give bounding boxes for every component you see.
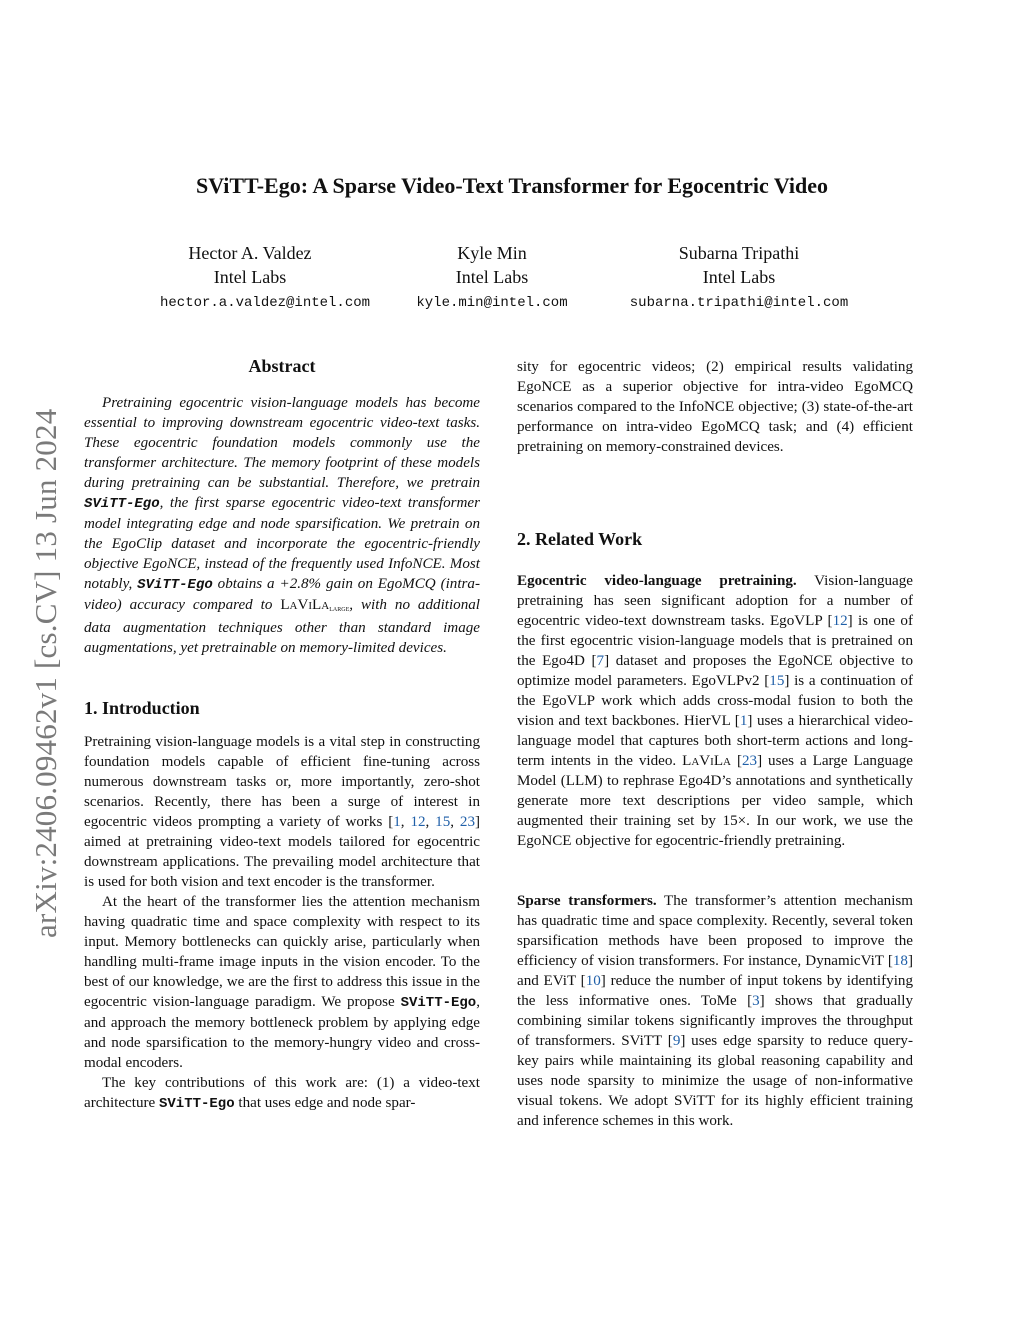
intro-paragraph: At the heart of the transformer lies the attention mechanism having quadratic time and space complexity with respect to its input. Memory bottlenecks can quickly arise, particularly when handling multi-frame image inputs in the vision encoder. To the best of our knowledge, we are the first to address this issue in the egocentric vision-language paradigm. We propose SViTT-Ego, and approach the memory bottleneck problem by applying edge and node sparsification to the memory-hungry video and cross-modal encoders. bbox=[84, 894, 480, 1071]
intro-heading: 1. Introduction bbox=[84, 698, 200, 718]
lavila-subscript: large bbox=[329, 603, 350, 613]
citation-link[interactable]: 23 bbox=[459, 814, 475, 830]
right-column bbox=[517, 357, 913, 1131]
author-email[interactable]: kyle.min@intel.com bbox=[416, 295, 568, 311]
citation-link[interactable]: 12 bbox=[832, 613, 848, 629]
arxiv-identifier: arXiv:2406.09462v1 [cs.CV] 13 Jun 2024 bbox=[28, 408, 63, 938]
citation-link[interactable]: 9 bbox=[672, 1033, 681, 1049]
citation-link[interactable]: 10 bbox=[585, 973, 601, 989]
author-affiliation: Intel Labs bbox=[455, 267, 529, 287]
related-heading: 2. Related Work bbox=[517, 529, 643, 549]
model-name: SViTT-Ego bbox=[159, 1096, 235, 1112]
related-paragraph: Egocentric video-language pretraining. Vision-language pretraining has seen significant adoption for a number of egocentric video-text downstream tasks. EgoVLP [12] is one of the first egocentric vision-language models that is pretrained on the Ego4D [7] dataset and proposes the EgoNCE objective to optimize model parameters. EgoVLPv2 [15] is a continuation of the EgoVLP work which adds cross-modal fusion to both the vision and text backbones. HierVL [1] uses a hierarchical video-language model that captures both short-term actions and long-term intents in the video. LaViLa [23] uses a Large Language Model (LLM) to rephrase Ego4D’s annotations and synthetically generate more text descriptions per video sample, which augmented their training set by 15×. In our work, we use the EgoNCE objective for egocentric-friendly pretraining. bbox=[517, 573, 914, 849]
citation-link[interactable]: 15 bbox=[769, 673, 785, 689]
citation-link[interactable]: 18 bbox=[892, 953, 908, 969]
citation-link[interactable]: 1 bbox=[739, 713, 748, 729]
lavila-name: LaViLa bbox=[280, 597, 330, 613]
author-block bbox=[160, 241, 371, 311]
paper-title: SViTT-Ego: A Sparse Video-Text Transformer for Egocentric Video bbox=[195, 173, 829, 198]
abstract-text: Pretraining egocentric vision-language models has become essential to improving downstream egocentric video-text tasks. These egocentric foundation models commonly use the transformer architecture. The memory footprint of these models during pretraining can be substantial. Therefore, we pretrain SViTT-Ego, the first sparse egocentric video-text transformer model integrating edge and node sparsification. We pretrain on the EgoClip dataset and incorporate the egocentric-friendly objective EgoNCE, instead of the frequently used InfoNCE. Most notably, SViTT-Ego obtains a +2.8% gain on EgoMCQ (intra-video) accuracy compared to LaViLa$_{large}$, with no additional data augmentation techniques other than standard image augmentations, yet pretrainable on memory-limited devices. bbox=[84, 395, 480, 656]
citation-link[interactable]: 23 bbox=[741, 753, 758, 769]
abstract-heading: Abstract bbox=[248, 356, 316, 376]
author-block bbox=[392, 241, 592, 311]
intro-paragraph: The key contributions of this work are: (1) a video-text architecture SViTT-Ego that uses edge and node spar- bbox=[84, 1075, 480, 1112]
left-column bbox=[84, 354, 480, 1114]
citation-link[interactable]: 12 bbox=[410, 814, 426, 830]
author-email[interactable]: subarna.tripathi@intel.com bbox=[629, 295, 849, 311]
lavila-name: LaViLa bbox=[682, 753, 732, 769]
author-name: Kyle Min bbox=[457, 243, 527, 263]
model-name: SViTT-Ego bbox=[400, 995, 477, 1011]
intro-paragraph: Pretraining vision-language models is a vital step in constructing foundation models capable of efficient fine-tuning across numerous downstream tasks or, more importantly, zero-shot scenarios. Recently, there has been a surge of interest in egocentric videos prompting a variety of works [1, 12, 15, 23] aimed at pretraining video-text models tailored for egocentric downstream applications. The prevailing model architecture that is used for both vision and text encoder is the transformer. bbox=[84, 734, 481, 890]
related-paragraph: Sparse transformers. The transformer’s attention mechanism has quadratic time and space complexity. Recently, several token sparsification methods have been proposed to improve the efficiency of vision transformers. For instance, DynamicViT [18] and EViT [10] reduce the number of input tokens by identifying the less informative ones. ToMe [3] shows that gradually combining similar tokens significantly improves the throughput of transformers. SViTT [9] uses edge sparsity to reduce query-key pairs while maintaining its global reasoning capability and uses node sparsity to minimize the usage of non-informative visual tokens. We adopt SViTT for its highly efficient training and inference schemes in this work. bbox=[517, 893, 913, 1129]
paragraph-heading: Egocentric video-language pretraining. bbox=[517, 573, 797, 589]
citation-link[interactable]: 3 bbox=[752, 993, 760, 1009]
author-email[interactable]: hector.a.valdez@intel.com bbox=[160, 295, 371, 311]
citation-link[interactable]: 1 bbox=[393, 814, 401, 830]
author-name: Hector A. Valdez bbox=[188, 243, 312, 263]
author-affiliation: Intel Labs bbox=[702, 267, 776, 287]
model-name: SViTT-Ego bbox=[84, 496, 160, 512]
author-block bbox=[610, 241, 868, 311]
citation-link[interactable]: 15 bbox=[435, 814, 451, 830]
model-name: SViTT-Ego bbox=[137, 577, 213, 593]
intro-continuation: sity for egocentric videos; (2) empirical results validating EgoNCE as a superior objective for intra-video EgoMCQ scenarios compared to the InfoNCE objective; (3) state-of-the-art performance on intra-video EgoMCQ task; and (4) efficient pretraining on memory-constrained devices. bbox=[517, 359, 913, 455]
author-affiliation: Intel Labs bbox=[213, 267, 287, 287]
author-name: Subarna Tripathi bbox=[678, 243, 800, 263]
paragraph-heading: Sparse transformers. bbox=[517, 893, 657, 909]
citation-link[interactable]: 7 bbox=[596, 653, 605, 669]
